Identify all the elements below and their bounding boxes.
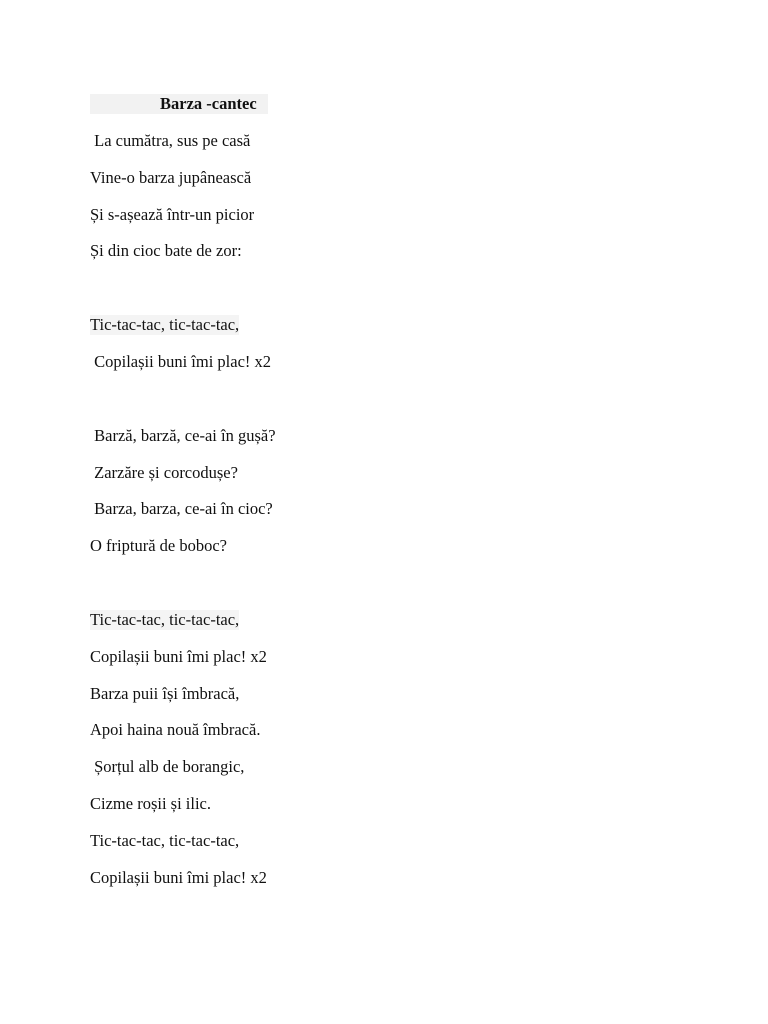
verse-line: Și din cioc bate de zor:	[90, 241, 242, 260]
song-title: Barza -cantec	[160, 94, 257, 113]
chorus-line: Tic-tac-tac, tic-tac-tac,	[90, 610, 240, 629]
verse-line: La cumătra, sus pe casă	[90, 131, 251, 150]
verse-line: Cizme roșii și ilic.	[90, 794, 211, 813]
verse-line: O friptură de boboc?	[90, 536, 227, 555]
verse-line: Și s-așează într-un picior	[90, 205, 255, 224]
verse-line: Barza puii își îmbracă,	[90, 684, 240, 703]
verse-line: Vine-o barza jupânească	[90, 168, 252, 187]
verse-line: Apoi haina nouă îmbracă.	[90, 720, 261, 739]
chorus-line: Copilașii buni îmi plac! x2	[90, 647, 267, 666]
verse-line: Zarzăre și corcodușe?	[90, 463, 238, 482]
verse-line: Șorțul alb de borangic,	[90, 757, 245, 776]
song-title-box	[90, 94, 268, 114]
chorus-line: Tic-tac-tac, tic-tac-tac,	[90, 831, 240, 850]
chorus-line: Tic-tac-tac, tic-tac-tac,	[90, 315, 240, 334]
verse-line: Barza, barza, ce-ai în cioc?	[90, 499, 273, 518]
chorus-line: Copilașii buni îmi plac! x2	[90, 352, 272, 371]
chorus-line: Copilașii buni îmi plac! x2	[90, 868, 267, 887]
verse-line: Barză, barză, ce-ai în gușă?	[90, 426, 276, 445]
